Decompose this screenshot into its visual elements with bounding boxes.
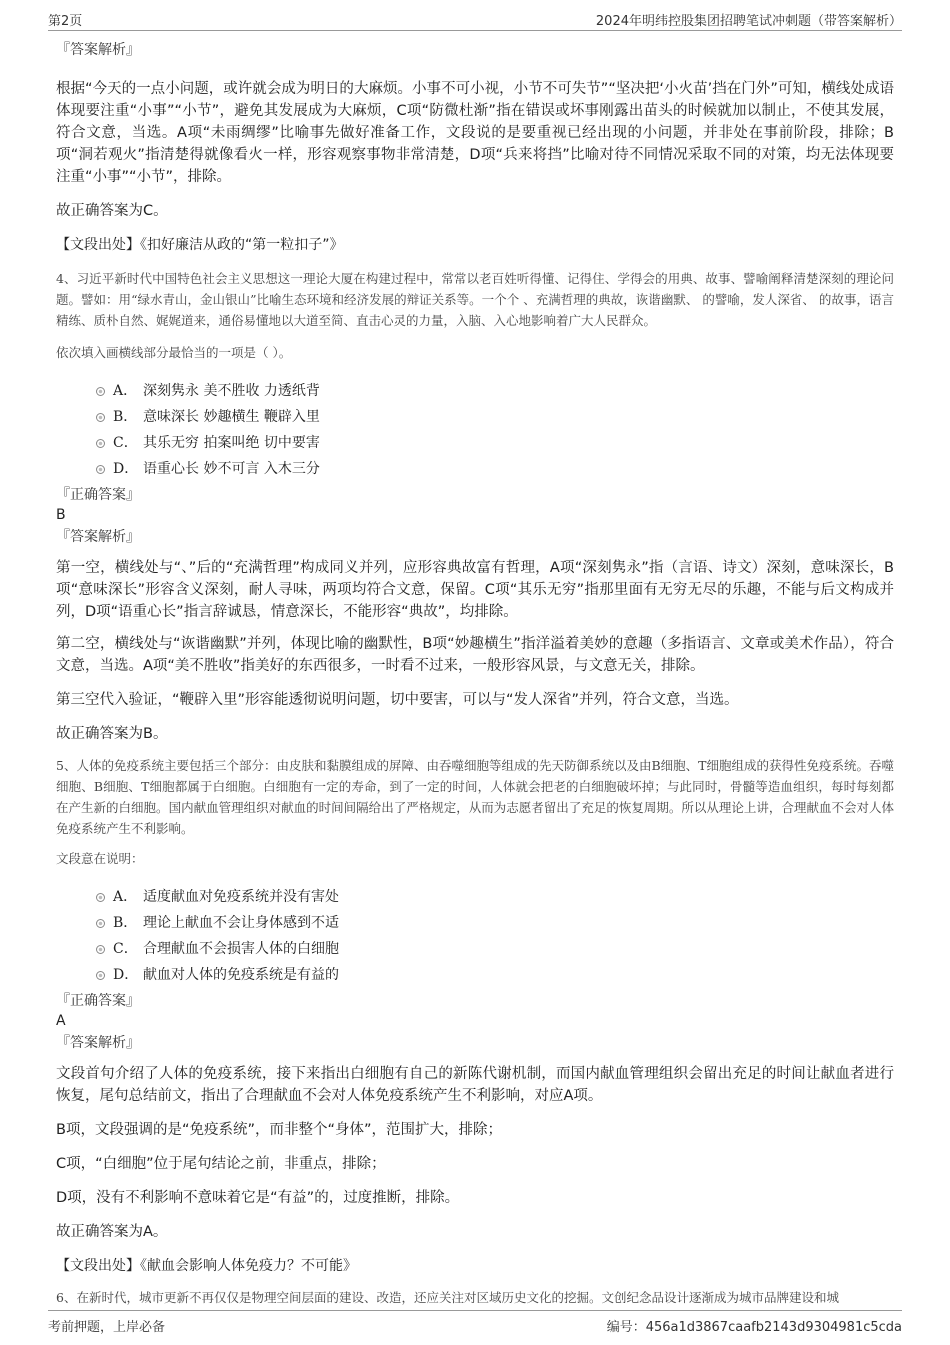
radio-icon[interactable]	[96, 387, 105, 396]
document-body	[56, 38, 894, 1308]
radio-icon[interactable]	[96, 919, 105, 928]
radio-icon[interactable]	[96, 945, 105, 954]
option-a[interactable]: A． 适度献血对免疫系统并没有害处	[96, 883, 894, 909]
document-id: 编号：456a1d3867caafb2143d9304981c5cda	[606, 1320, 902, 1335]
analysis-paragraph: C项，“白细胞”位于尾句结论之前，非重点，排除；	[56, 1156, 386, 1172]
option-c[interactable]: C． 合理献血不会损害人体的白细胞	[96, 935, 894, 961]
option-list	[96, 377, 894, 481]
analysis-paragraph: B项，文段强调的是“免疫系统”，而非整个“身体”，范围扩大，排除；	[56, 1122, 502, 1138]
question-text: 6、在新时代，城市更新不再仅仅是物理空间层面的建设、改造，还应关注对区域历史文化的挖掘。文创纪念品设计逐渐成为城市品牌建设和城	[56, 1290, 839, 1305]
analysis-label: 『答案解析』	[56, 529, 140, 545]
option-d[interactable]: D． 语重心长 妙不可言 入木三分	[96, 455, 894, 481]
analysis-paragraph: 第一空，横线处与“、”后的“充满哲理”构成同义并列，应形容典故富有哲理，A项“深刻隽永”指（言语、诗文）深刻，意味深长，B项“意味深长”形容含义深刻，耐人寻味，两项均符合文意，保留。C项“其乐无穷”指那里面有无穷无尽的乐趣，不能与后文构成并列，D项“语重心长”指言辞诚恳，情意深长，不能形容“典故”，均排除。	[56, 560, 894, 620]
option-c[interactable]: C． 其乐无穷 拍案叫绝 切中要害	[96, 429, 894, 455]
radio-icon[interactable]	[96, 413, 105, 422]
conclusion: 故正确答案为A。	[56, 1224, 168, 1240]
conclusion: 故正确答案为B。	[56, 726, 168, 742]
question-text: 4、习近平新时代中国特色社会主义思想这一理论大厦在构建过程中，常常以老百姓听得懂、记得住、学得会的用典、故事、譬喻阐释清楚深刻的理论问题。譬如：用“绿水青山，金山银山”比喻生态环境和经济发展的辩证关系等。一个个 、充满哲理的典故，诙谐幽默、 的譬喻，发人深省、 的故事，语言精练、质朴自然、娓娓道来，通俗易懂地以大道至简、直击心灵的力量，入脑、入心地影响着广大人民群众。	[56, 271, 894, 328]
correct-answer: A	[56, 1013, 66, 1029]
correct-answer: B	[56, 507, 66, 523]
radio-icon[interactable]	[96, 971, 105, 980]
question-prompt: 文段意在说明：	[56, 851, 144, 866]
document-title: 2024年明纬控股集团招聘笔试冲刺题（带答案解析）	[595, 14, 902, 29]
analysis-paragraph: D项，没有不利影响不意味着它是“有益”的，过度推断，排除。	[56, 1190, 460, 1206]
option-list	[96, 883, 894, 987]
analysis-paragraph: 根据“今天的一点小问题，或许就会成为明日的大麻烦。小事不可小视，小节不可失节”“坚决把‘小火苗’挡在门外”可知，横线处成语体现要注重“小事”“小节”，避免其发展成为大麻烦，C项“防微杜渐”指在错误或坏事刚露出苗头的时候就加以制止，不使其发展，符合文意，当选。A项“未雨绸缪”比喻事先做好准备工作，文段说的是要重视已经出现的小问题，并非处在事前阶段，排除；B项“洞若观火”指清楚得就像看火一样，形容观察事物非常清楚，D项“兵来将挡”比喻对待不同情况采取不同的对策，均无法体现要注重“小事”“小节”，排除。	[56, 81, 894, 185]
radio-icon[interactable]	[96, 893, 105, 902]
source-citation: 【文段出处】《扣好廉洁从政的“第一粒扣子”》	[56, 237, 344, 253]
analysis-paragraph: 文段首句介绍了人体的免疫系统，接下来指出白细胞有自己的新陈代谢机制，而国内献血管理组织会留出充足的时间让献血者进行恢复，尾句总结前文，指出了合理献血不会对人体免疫系统产生不利影响，对应A项。	[56, 1066, 894, 1104]
option-a[interactable]: A． 深刻隽永 美不胜收 力透纸背	[96, 377, 894, 403]
analysis-paragraph: 第三空代入验证，“鞭辟入里”形容能透彻说明问题，切中要害，可以与“发人深省”并列，符合文意，当选。	[56, 692, 739, 708]
analysis-paragraph: 第二空，横线处与“诙谐幽默”并列，体现比喻的幽默性，B项“妙趣横生”指洋溢着美妙的意趣（多指语言、文章或美术作品），符合文意，当选。A项“美不胜收”指美好的东西很多，一时看不过来，一般形容风景，与文意无关，排除。	[56, 636, 894, 674]
option-b[interactable]: B． 意味深长 妙趣横生 鞭辟入里	[96, 403, 894, 429]
analysis-label: 『答案解析』	[56, 42, 140, 58]
conclusion: 故正确答案为C。	[56, 203, 168, 219]
option-b[interactable]: B． 理论上献血不会让身体感到不适	[96, 909, 894, 935]
radio-icon[interactable]	[96, 439, 105, 448]
correct-answer-label: 『正确答案』	[56, 993, 140, 1009]
footer-slogan: 考前押题，上岸必备	[48, 1320, 166, 1335]
source-citation: 【文段出处】《献血会影响人体免疫力？不可能》	[56, 1258, 357, 1274]
correct-answer-label: 『正确答案』	[56, 487, 140, 503]
page-number: 第2页	[48, 14, 83, 29]
analysis-label: 『答案解析』	[56, 1035, 140, 1051]
option-d[interactable]: D． 献血对人体的免疫系统是有益的	[96, 961, 894, 987]
radio-icon[interactable]	[96, 465, 105, 474]
question-text: 5、人体的免疫系统主要包括三个部分：由皮肤和黏膜组成的屏障、由吞噬细胞等组成的先天防御系统以及由B细胞、T细胞组成的获得性免疫系统。吞噬细胞、B细胞、T细胞都属于白细胞。白细胞有一定的寿命，到了一定的时间，人体就会把老的白细胞破坏掉；与此同时，骨髓等造血组织，每时每刻都在产生新的白细胞。国内献血管理组织对献血的时间间隔给出了严格规定，从而为志愿者留出了充足的恢复周期。所以从理论上讲，合理献血不会对人体免疫系统产生不利影响。	[56, 758, 894, 836]
question-prompt: 依次填入画横线部分最恰当的一项是（ ）。	[56, 345, 292, 360]
page-footer	[48, 1310, 902, 1335]
page-header	[48, 8, 902, 31]
